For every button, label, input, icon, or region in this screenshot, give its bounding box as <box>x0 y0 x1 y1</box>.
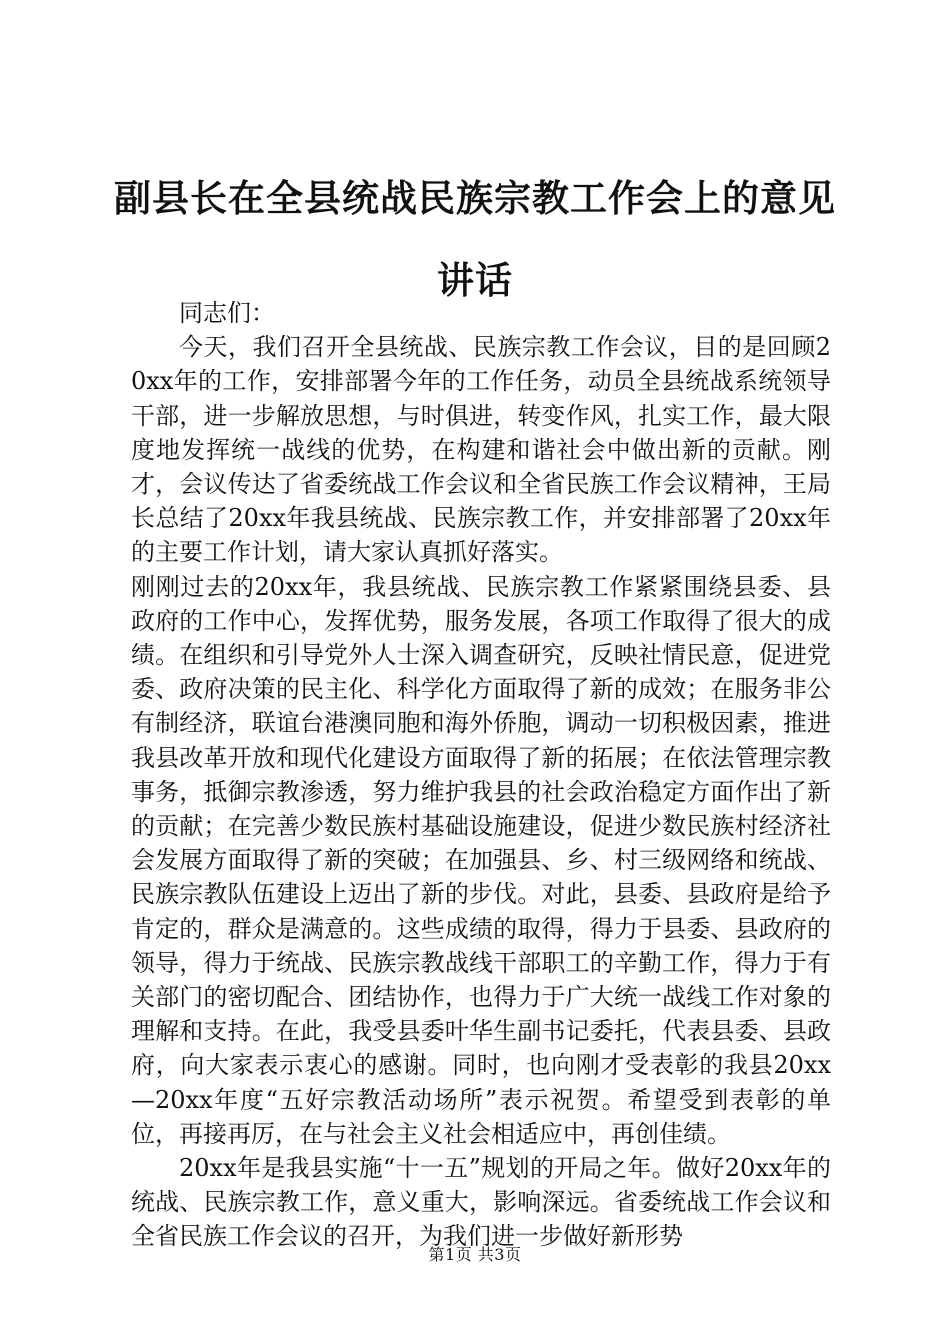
page-footer: 第1页 共3页 <box>428 1245 522 1264</box>
paragraph-1: 今天，我们召开全县统战、民族宗教工作会议，目的是回顾20xx年的工作，安排部署今年的工作任务，动员全县统战系统领导干部，进一步解放思想，与时俱进，转变作风，扎实工作，最大限度地发挥统一战线的优势，在构建和谐社会中做出新的贡献。刚才，会议传达了省委统战工作会议和全省民族工作会议精神，王局长总结了20xx年我县统战、民族宗教工作，并安排部署了20xx年的主要工作计划，请大家认真抓好落实。 <box>131 333 831 567</box>
document-body <box>131 296 831 1254</box>
salutation: 同志们： <box>179 299 275 327</box>
document-title: 副县长在全县统战民族宗教工作会上的意见讲话 <box>114 177 836 302</box>
paragraph-3: 20xx年是我县实施“十一五”规划的开局之年。做好20xx年的统战、民族宗教工作，意义重大，影响深远。省委统战工作会议和全省民族工作会议的召开，为我们进一步做好新形势 <box>131 1154 831 1251</box>
paragraph-2: 刚刚过去的20xx年，我县统战、民族宗教工作紧紧围绕县委、县政府的工作中心，发挥优势，服务发展，各项工作取得了很大的成绩。在组织和引导党外人士深入调查研究，反映社情民意，促进党委、政府决策的民主化、科学化方面取得了新的成效；在服务非公有制经济，联谊台港澳同胞和海外侨胞，调动一切积极因素，推进我县改革开放和现代化建设方面取得了新的拓展；在依法管理宗教事务，抵御宗教渗透，努力维护我县的社会政治稳定方面作出了新的贡献；在完善少数民族村基础设施建设，促进少数民族村经济社会发展方面取得了新的突破；在加强县、乡、村三级网络和统战、民族宗教队伍建设上迈出了新的步伐。对此，县委、县政府是给予肯定的，群众是满意的。这些成绩的取得，得力于县委、县政府的领导，得力于统战、民族宗教战线干部职工的辛勤工作，得力于有关部门的密切配合、团结协作，也得力于广大统一战线工作对象的理解和支持。在此，我受县委叶华生副书记委托，代表县委、县政府，向大家表示衷心的感谢。同时，也向刚才受表彰的我县20xx—20xx年度“五好宗教活动场所”表示祝贺。希望受到表彰的单位，再接再厉，在与社会主义社会相适应中，再创佳绩。 <box>131 572 831 1148</box>
